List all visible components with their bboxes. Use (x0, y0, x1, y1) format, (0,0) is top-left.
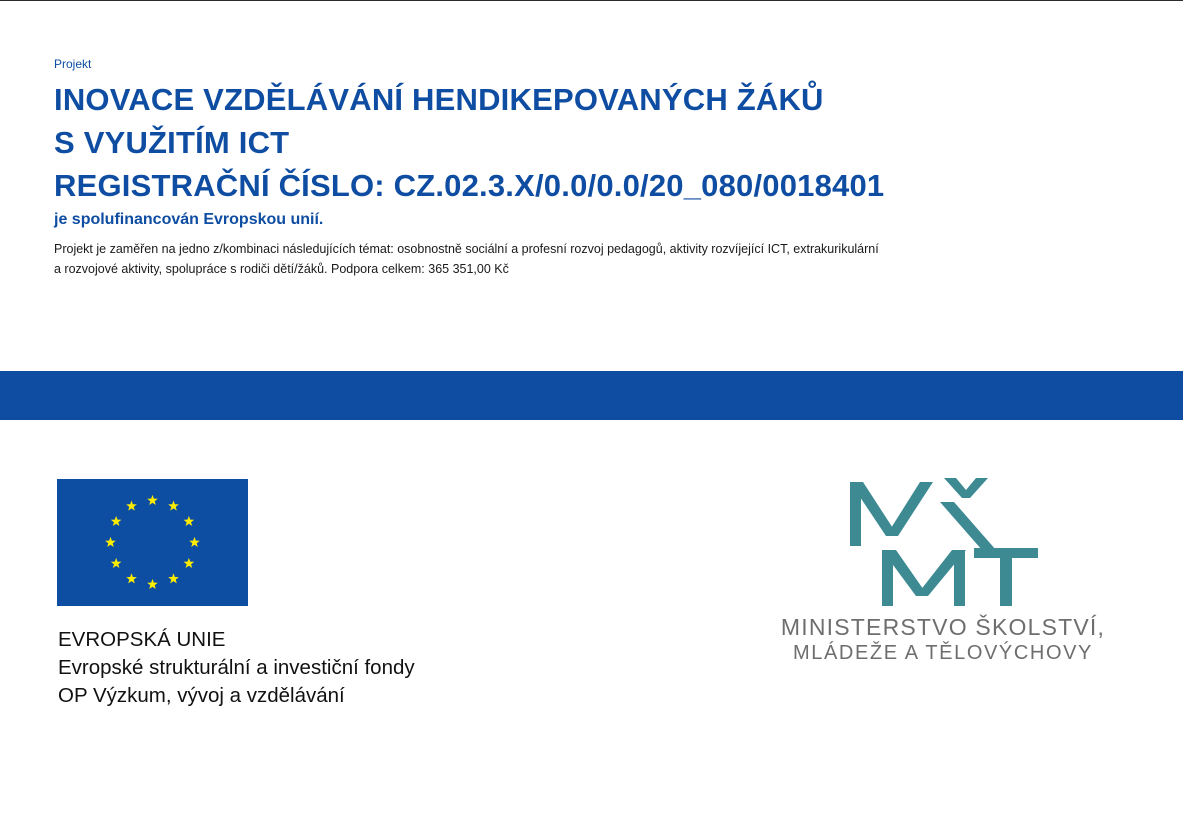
eu-funding-text (58, 626, 415, 710)
registration-number: REGISTRAČNÍ ČÍSLO: CZ.02.3.X/0.0/0.0/20_080/0018401 (54, 168, 885, 203)
cofinanced-statement: je spolufinancován Evropskou unií. (54, 211, 324, 228)
eu-funds-name: Evropské strukturální a investiční fondy (58, 656, 415, 679)
ministry-name-line-2: MLÁDEŽE A TĚLOVÝCHOVY (793, 642, 1093, 664)
blue-band-divider (0, 371, 1183, 420)
project-description: Projekt je zaměřen na jedno z/kombinaci následujících témat: osobnostně sociální a profesní rozvoj pedagogů, aktivity rozvíjející ICT, extrakurikulární a rozvojové aktivity, spolupráce s rodiči dětí/žáků. Podpora celkem: 365 351,00 Kč (54, 242, 879, 276)
top-border-line (0, 0, 1183, 1)
ministry-name-line-1: MINISTERSTVO ŠKOLSTVÍ, (780, 614, 1106, 640)
project-title (54, 78, 884, 207)
project-title-line-2: S VYUŽITÍM ICT (54, 125, 290, 160)
eu-name: EVROPSKÁ UNIE (58, 628, 226, 651)
eu-flag-icon (57, 479, 248, 606)
project-label: Projekt (54, 57, 92, 71)
op-program-name: OP Výzkum, vývoj a vzdělávání (58, 684, 345, 707)
ministry-name (748, 614, 1138, 666)
msmt-logo-icon (846, 478, 1042, 610)
project-title-line-1: INOVACE VZDĚLÁVÁNÍ HENDIKEPOVANÝCH ŽÁKŮ (54, 82, 824, 117)
